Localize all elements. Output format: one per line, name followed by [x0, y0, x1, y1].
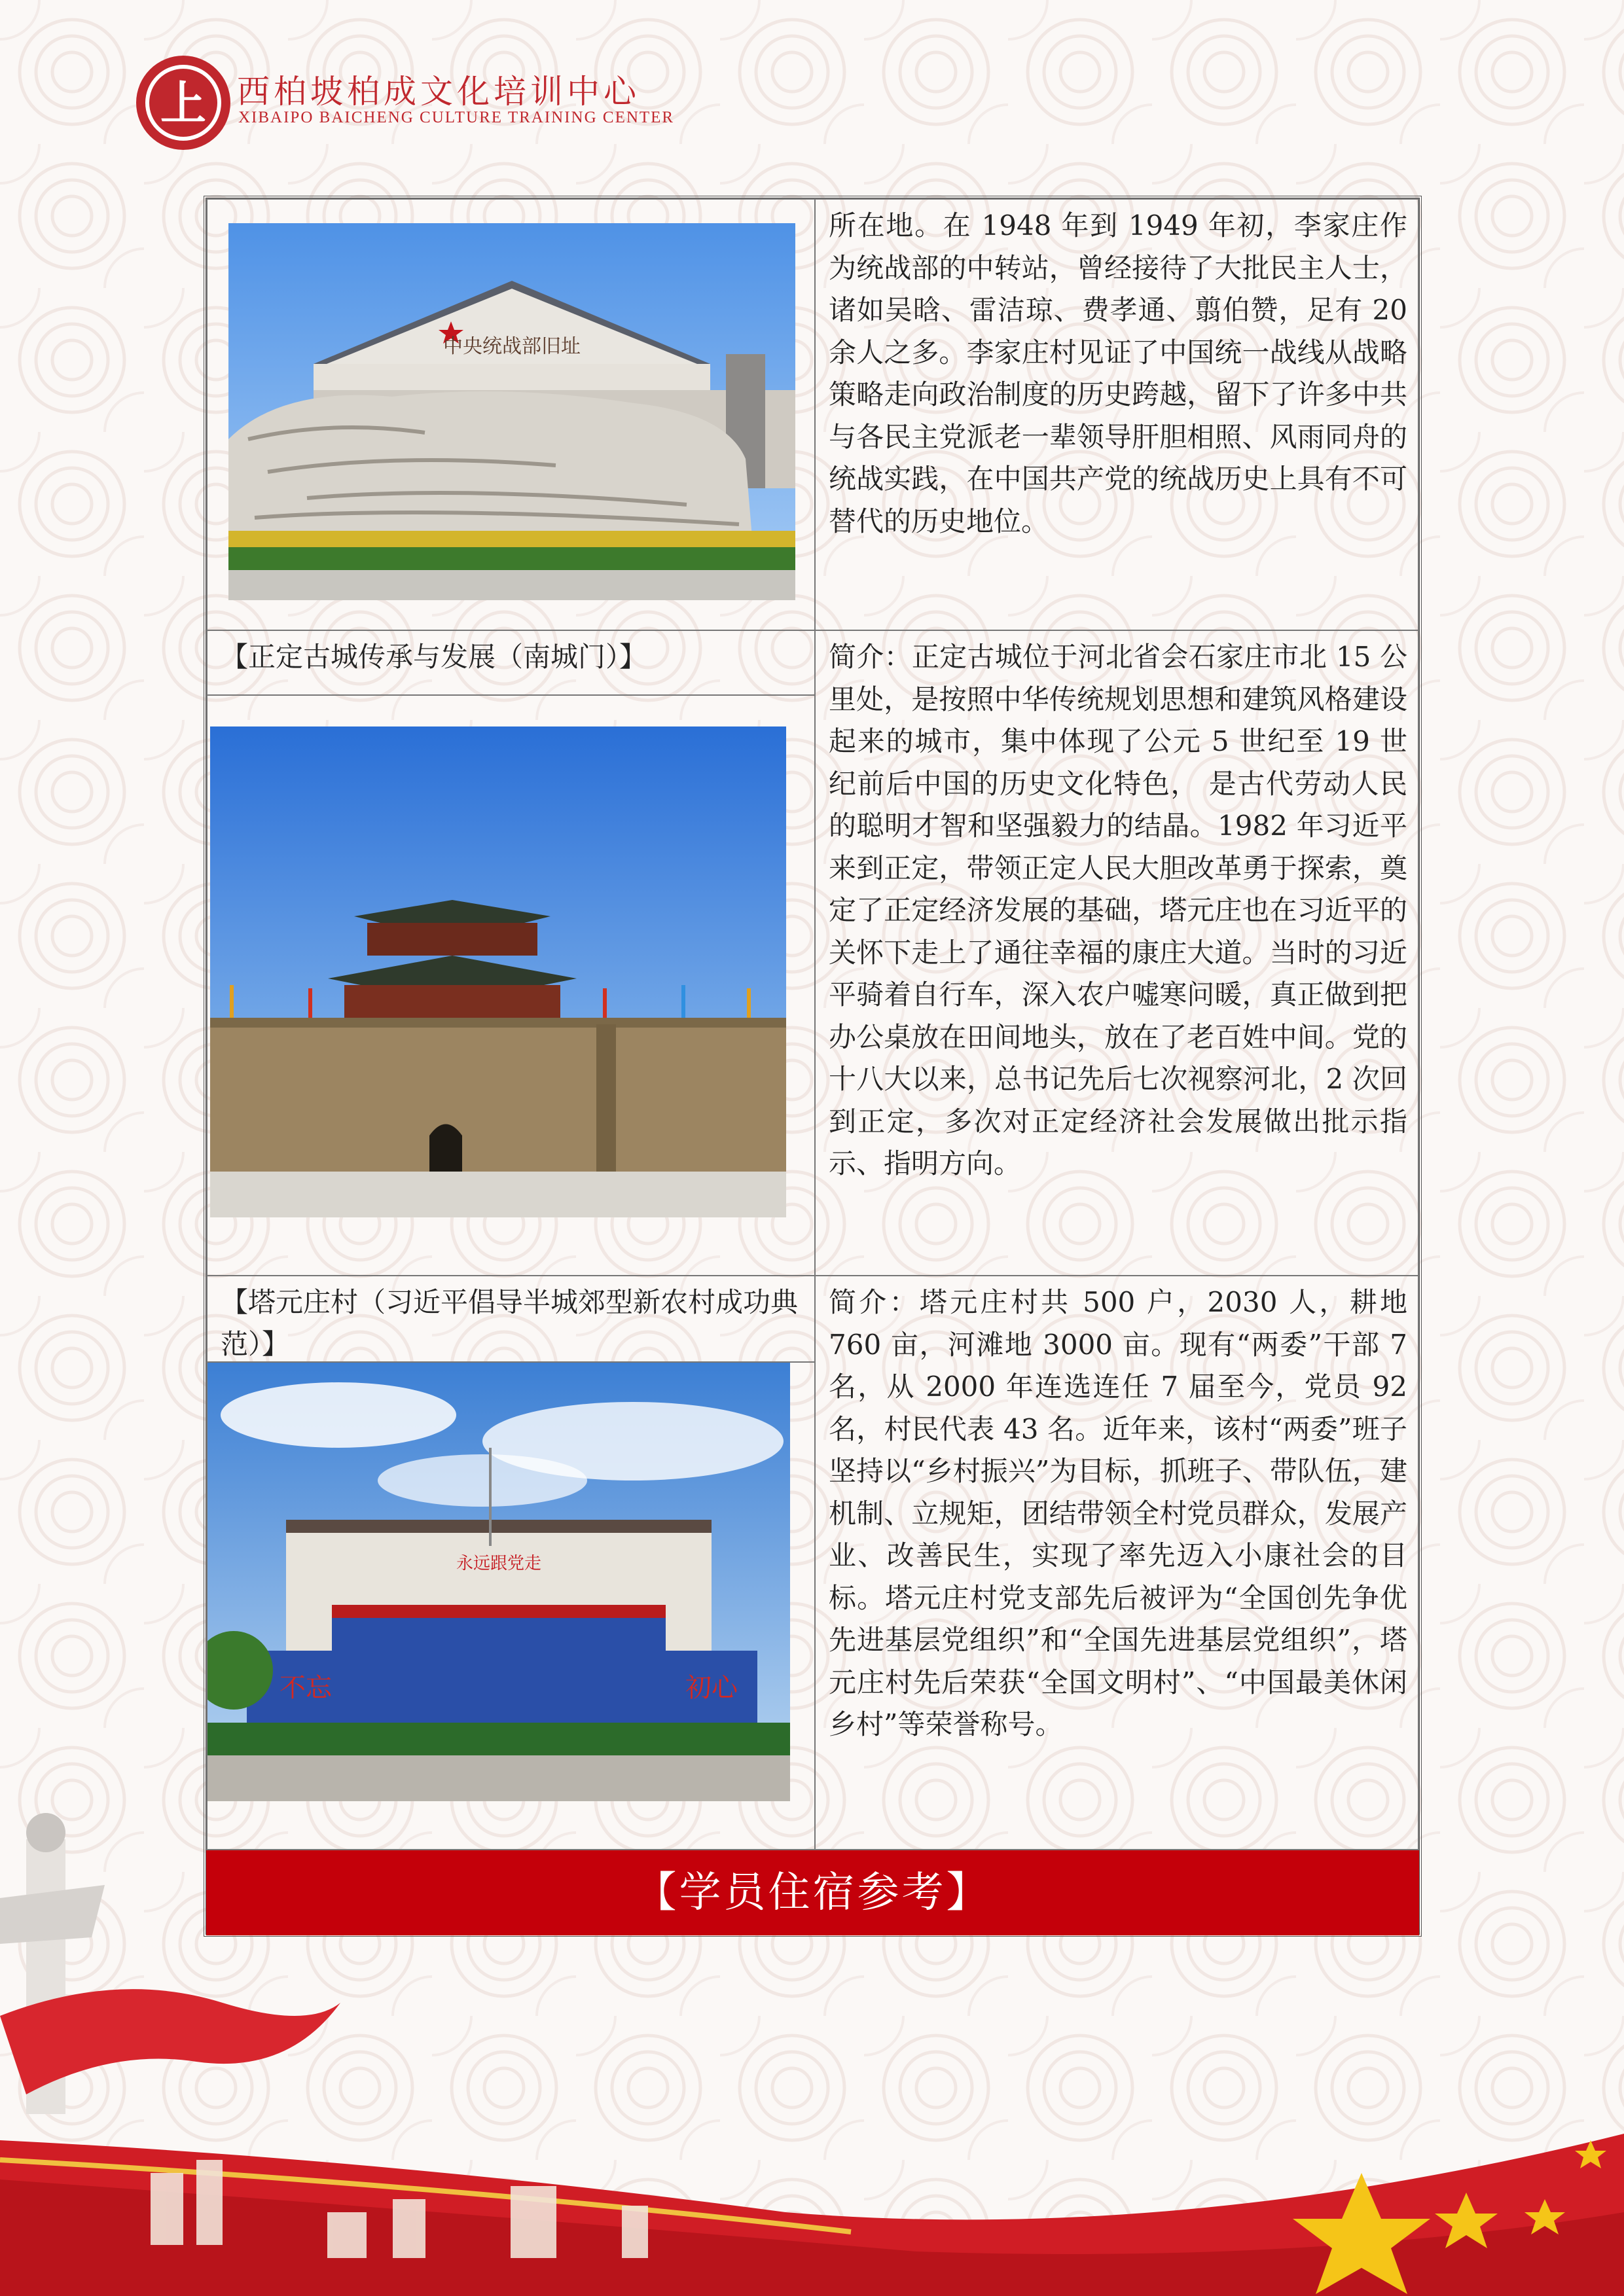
brand-logo — [134, 54, 232, 152]
tayuanzhuang-text: 简介：塔元庄村共 500 户，2030 人，耕地 760 亩，河滩地 3000 亩。现有“两委”干部 7 名，从 2000 年连选连任 7 届至今，党员 92 名，村民代表 43 名。近年来，该村“两委”班子坚持以“乡村振兴”为目标，抓班子、带队伍，建机制、立规矩，团结带领全村党员群众，发展产业、改善民生，实现了率先迈入小康社会的目标。塔元庄村党支部先后被评为“全国创先争优先进基层党组织”和“全国先进基层党组织”，塔元庄村先后荣获“全国文明村”、“中国最美休闲乡村”等荣誉称号。 — [814, 1275, 1419, 1850]
site-sign: 中央统战部旧址 — [443, 335, 581, 358]
row1-text: 所在地。在 1948 年到 1949 年初，李家庄作为统战部的中转站，曾经接待了大批民主人士，诸如吴晗、雷洁琼、费孝通、翦伯赞，足有 20 余人之多。李家庄村见证了中国统一战线从战略策略走向政治制度的历史跨越，留下了许多中共与各民主党派老一辈领导肝胆相照、风雨同舟的统战实践，在中国共产党的统战历史上具有不可替代的历史地位。 — [814, 198, 1419, 631]
tayuanzhuang-caption: 【塔元庄村（习近平倡导半城郊型新农村成功典范）】 — [206, 1275, 816, 1363]
south-gate-photo — [210, 726, 786, 1217]
logo-char: 上 — [160, 77, 206, 130]
brand-name-cn: 西柏坡柏成文化培训中心 — [237, 73, 640, 111]
row3-photo-cell — [206, 1361, 816, 1850]
sign-left: 不忘 — [280, 1673, 332, 1703]
brand-name-en: XIBAIPO BAICHENG CULTURE TRAINING CENTER — [238, 109, 675, 126]
sign-right: 初心 — [685, 1673, 738, 1703]
accommodation-banner: 【学员住宿参考】 — [206, 1849, 1419, 1935]
tayuanzhuang-photo — [208, 1363, 790, 1801]
zhengding-caption: 【正定古城传承与发展（南城门）】 — [206, 630, 816, 696]
row1-photo-cell — [206, 198, 816, 631]
village-sign: 永远跟党走 — [456, 1554, 542, 1573]
content-table — [204, 196, 1422, 1937]
zhengding-text: 简介：正定古城位于河北省会石家庄市北 15 公里处，是按照中华传统规划思想和建筑风格建设起来的城市，集中体现了公元 5 世纪至 19 世纪前后中国的历史文化特色， 是古代劳动人民的聪明才智和坚强毅力的结晶。1982 年习近平来到正定，带领正定人民大胆改革勇于探索，奠定了正定经济发展的基础，塔元庄也在习近平的关怀下走上了通往幸福的康庄大道。当时的习近平骑着自行车，深入农户嘘寒问暖，真正做到把办公桌放在田间地头，放在了老百姓中间。党的十八大以来，总书记先后七次视察河北，2 次回到正定，多次对正定经济社会发展做出批示指示、指明方向。 — [814, 630, 1419, 1276]
united-front-site-photo — [228, 223, 795, 600]
row2-photo-cell — [206, 694, 816, 1276]
